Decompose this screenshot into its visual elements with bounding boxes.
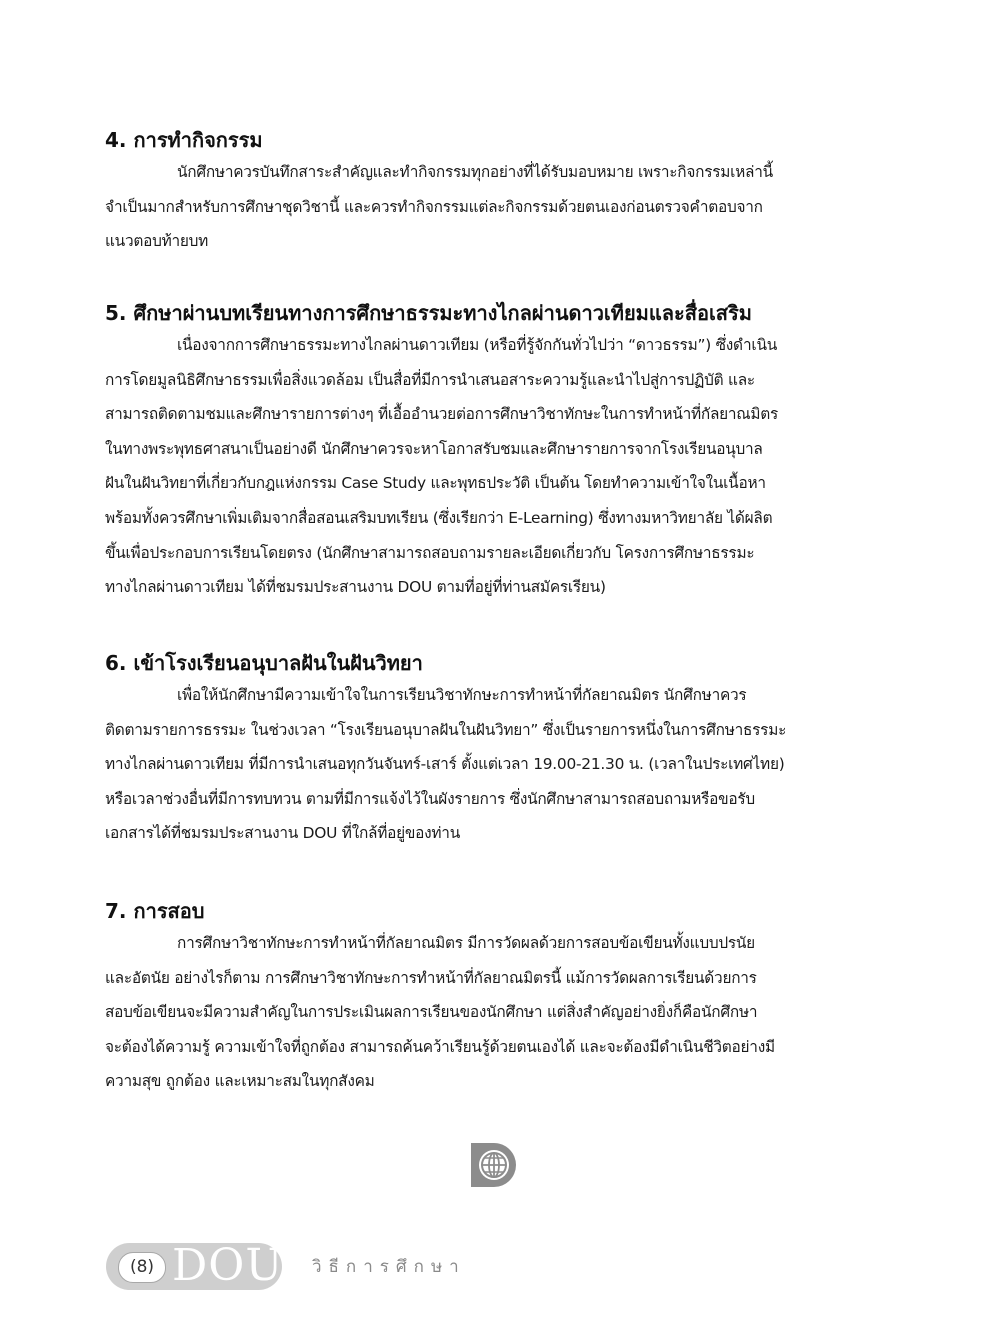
section-kindergarten	[105, 648, 883, 851]
paragraph-line: ทางไกลผ่านดาวเทียม ได้ที่ชมรมประสานงาน DOU ตามที่อยู่ที่ท่านสมัครเรียน)	[105, 578, 606, 597]
paragraph-line: ขึ้นเพื่อประกอบการเรียนโดยตรง (นักศึกษาสามารถสอบถามรายละเอียดเกี่ยวกับ โครงการศึกษาธรรมะ	[105, 543, 755, 562]
paragraph-line: และอัตนัย อย่างไรก็ตาม การศึกษาวิชาทักษะการทำหน้าที่กัลยาณมิตรนี้ แม้การวัดผลการเรียนด้วยการ	[105, 968, 757, 987]
footer-brand: DOU	[172, 1240, 284, 1291]
paragraph-line: เอกสารได้ที่ชมรมประสานงาน DOU ที่ใกล้ที่อยู่ของท่าน	[105, 824, 460, 843]
paragraph-line: นักศึกษาควรบันทึกสาระสำคัญและทำกิจกรรมทุกอย่างที่ได้รับมอบหมาย เพราะกิจกรรมเหล่านี้	[177, 163, 773, 181]
paragraph-line: สามารถติดตามชมและศึกษารายการต่างๆ ที่เอื้ออำนวยต่อการศึกษาวิชาทักษะในการทำหน้าที่กัลยาณมิตร	[105, 405, 778, 424]
section-satellite-study	[105, 298, 883, 605]
paragraph-line: ในทางพระพุทธศาสนาเป็นอย่างดี นักศึกษาควรจะหาโอกาสรับชมและศึกษารายการจากโรงเรียนอนุบาล	[105, 439, 763, 458]
paragraph-line: ความสุข ถูกต้อง และเหมาะสมในทุกสังคม	[105, 1072, 375, 1091]
paragraph-line: สอบข้อเขียนจะมีความสำคัญในการประเมินผลการเรียนของนักศึกษา แต่สิ่งสำคัญอย่างยิ่งก็คือนักศึกษา	[105, 1003, 758, 1022]
section-heading: 7. การสอบ	[105, 899, 205, 923]
paragraph-line: จำเป็นมากสำหรับการศึกษาชุดวิชานี้ และควรทำกิจกรรมแต่ละกิจกรรมด้วยตนเองก่อนตรวจคำตอบจาก	[105, 197, 763, 216]
paragraph-line: เนื่องจากการศึกษาธรรมะทางไกลผ่านดาวเทียม (หรือที่รู้จักกันทั่วไปว่า “ดาวธรรม”) ซึ่งดำเนิน	[177, 336, 777, 354]
paragraph-line: จะต้องได้ความรู้ ความเข้าใจที่ถูกต้อง สามารถค้นคว้าเรียนรู้ด้วยตนเองได้ และจะต้องมีดำเนินชีวิตอย่างมี	[105, 1037, 775, 1056]
paragraph-line: ฝันในฝันวิทยาที่เกี่ยวกับกฎแห่งกรรม Case Study และพุทธประวัติ เป็นต้น โดยทำความเข้าใจในเนื้อหา	[105, 474, 766, 493]
section-activities	[105, 125, 883, 259]
paragraph-line: การศึกษาวิชาทักษะการทำหน้าที่กัลยาณมิตร มีการวัดผลด้วยการสอบข้อเขียนทั้งแบบปรนัย	[177, 934, 755, 952]
dou-globe-logo-icon	[470, 1142, 518, 1188]
section-heading: 4. การทำกิจกรรม	[105, 128, 263, 152]
paragraph-line: หรือเวลาช่วงอื่นที่มีการทบทวน ตามที่มีการแจ้งไว้ในผังรายการ ซึ่งนักศึกษาสามารถสอบถามหรือขอรับ	[105, 789, 755, 808]
page-number: (8)	[118, 1252, 166, 1283]
paragraph-line: ติดตามรายการธรรมะ ในช่วงเวลา “โรงเรียนอนุบาลฝันในฝันวิทยา” ซึ่งเป็นรายการหนึ่งในการศึกษาธรรมะ	[105, 720, 787, 739]
footer-title: วิธีการศึกษา	[312, 1257, 466, 1277]
paragraph-line: พร้อมทั้งควรศึกษาเพิ่มเติมจากสื่อสอนเสริมบทเรียน (ซึ่งเรียกว่า E-Learning) ซึ่งทางมหาวิทยาลัย ได้ผลิต	[105, 508, 773, 527]
section-exam	[105, 896, 883, 1099]
paragraph-line: ทางไกลผ่านดาวเทียม ที่มีการนำเสนอทุกวันจันทร์-เสาร์ ตั้งแต่เวลา 19.00-21.30 น. (เวลาในประเทศไทย)	[105, 755, 785, 774]
paragraph-line: แนวตอบท้ายบท	[105, 232, 209, 251]
section-heading: 5. ศึกษาผ่านบทเรียนทางการศึกษาธรรมะทางไกลผ่านดาวเทียมและสื่อเสริม	[105, 301, 752, 325]
section-heading: 6. เข้าโรงเรียนอนุบาลฝันในฝันวิทยา	[105, 651, 423, 675]
paragraph-line: เพื่อให้นักศึกษามีความเข้าใจในการเรียนวิชาทักษะการทำหน้าที่กัลยาณมิตร นักศึกษาควร	[177, 686, 747, 704]
paragraph-line: การโดยมูลนิธิศึกษาธรรมเพื่อสิ่งแวดล้อม เป็นสื่อที่มีการนำเสนอสาระความรู้และนำไปสู่การปฏิบัติ และ	[105, 370, 755, 389]
